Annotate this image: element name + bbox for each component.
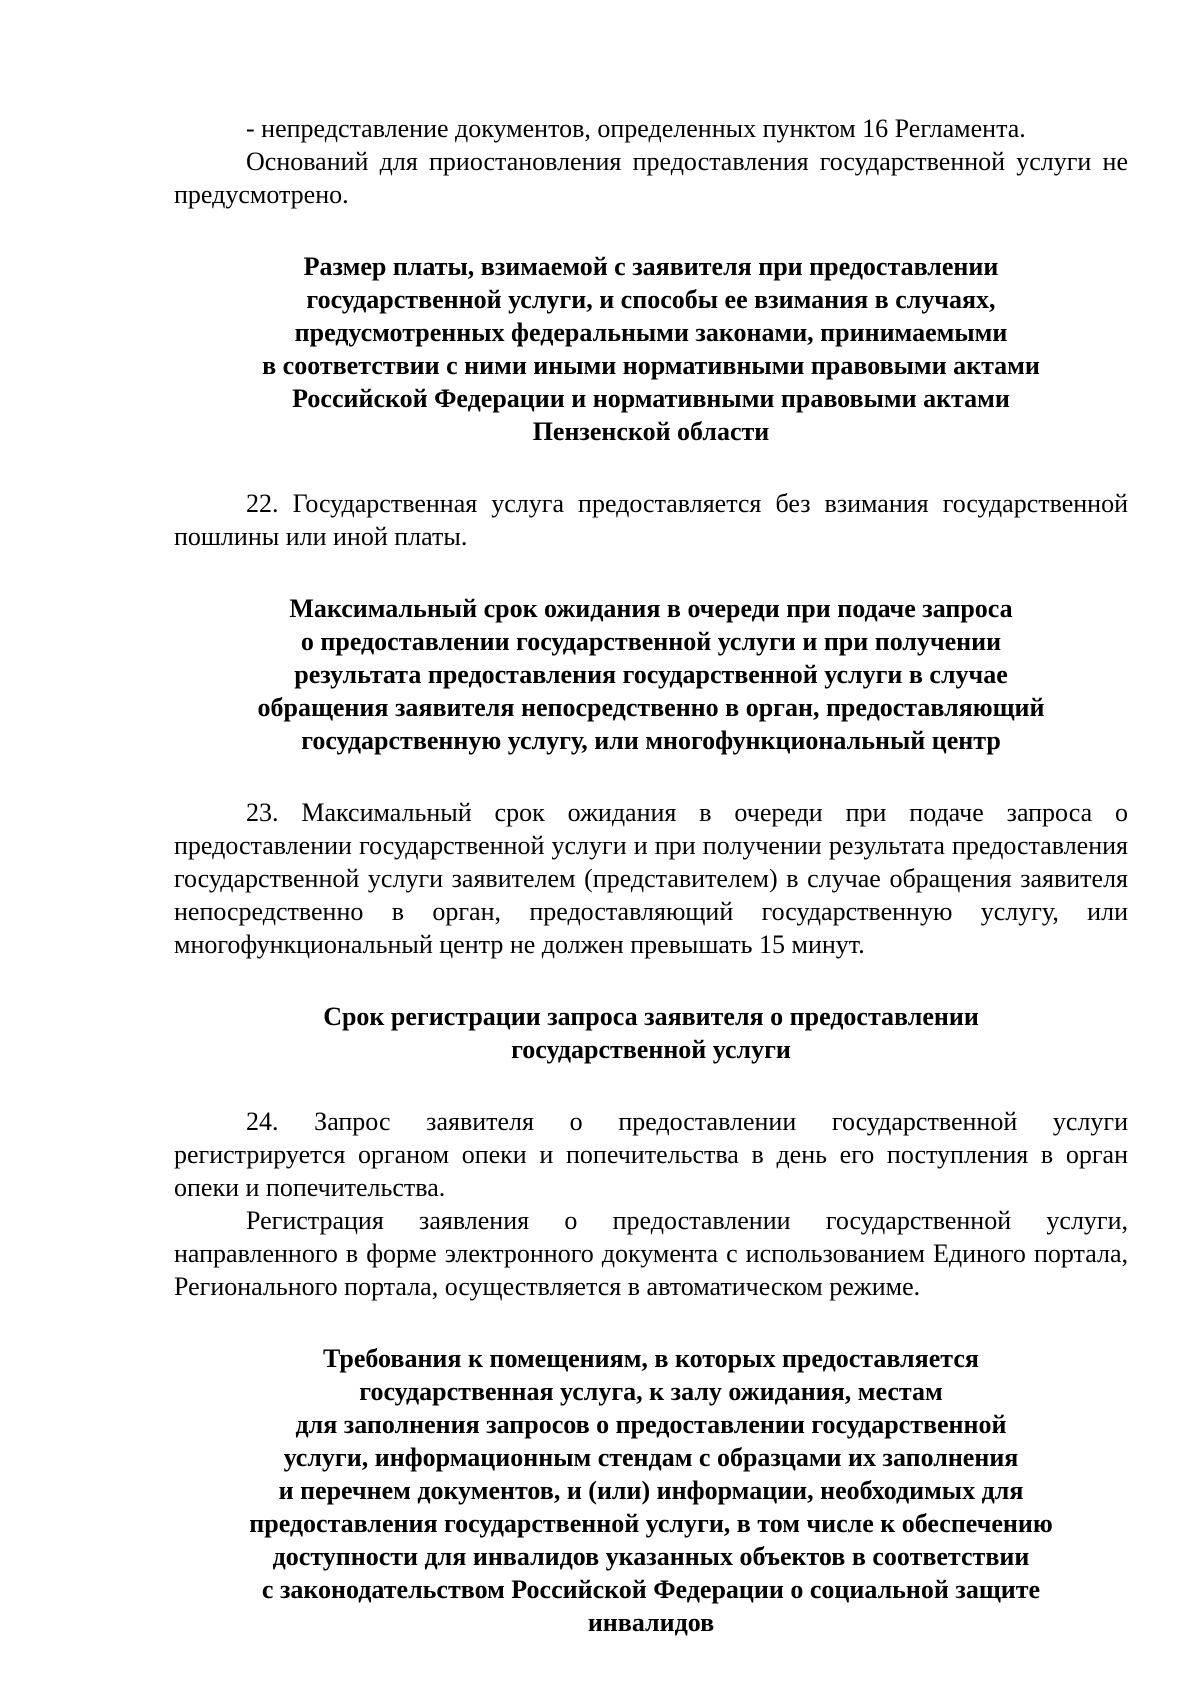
heading-line: государственной услуги, и способы ее взимания в случаях, (306, 285, 996, 314)
heading-line: Пензенской области (532, 417, 770, 446)
section-heading-fee (174, 250, 1128, 448)
heading-line: о предоставлении государственной услуги и при получении (300, 627, 1002, 656)
section-heading-waiting-time (174, 592, 1128, 757)
heading-line: Срок регистрации запроса заявителя о предоставлении (323, 1002, 979, 1031)
heading-line: Требования к помещениям, в которых предоставляется (323, 1344, 979, 1373)
heading-line: предоставления государственной услуги, в том числе к обеспечению (249, 1509, 1053, 1538)
paragraph-document-list-item: - непредставление документов, определенных пунктом 16 Регламента. (246, 114, 1026, 143)
document-body (174, 112, 1128, 1639)
paragraph-24-registration: Регистрация заявления о предоставлении государственной услуги, направленного в форме электронного документа с использованием Единого портала, Регионального портала, осуществляется в автоматическом режиме. (174, 1206, 1128, 1301)
paragraph-24: 24. Запрос заявителя о предоставлении государственной услуги регистрируется органом опеки и попечительства в день его поступления в орган опеки и попечительства. (174, 1107, 1128, 1202)
heading-line: Размер платы, взимаемой с заявителя при предоставлении (303, 252, 999, 281)
heading-line: государственной услуги (511, 1035, 791, 1064)
heading-line: и перечнем документов, и (или) информации, необходимых для (278, 1476, 1024, 1505)
heading-line: государственная услуга, к залу ожидания, местам (359, 1377, 943, 1406)
heading-line: обращения заявителя непосредственно в орган, предоставляющий (257, 693, 1045, 722)
heading-line: результата предоставления государственной услуги в случае (294, 660, 1008, 689)
heading-line: для заполнения запросов о предоставлении государственной (295, 1410, 1007, 1439)
heading-line: с законодательством Российской Федерации о социальной защите (261, 1575, 1041, 1604)
section-heading-registration-term (174, 1000, 1128, 1066)
heading-line: услуги, информационным стендам с образцами их заполнения (283, 1443, 1019, 1472)
heading-line: в соответствии с ними иными нормативными правовыми актами (262, 351, 1040, 380)
heading-line: Максимальный срок ожидания в очереди при подаче запроса (289, 594, 1013, 623)
section-heading-premises-requirements (174, 1342, 1128, 1639)
heading-line: доступности для инвалидов указанных объектов в соответствии (272, 1542, 1030, 1571)
heading-line: инвалидов (587, 1608, 715, 1637)
paragraph-22: 22. Государственная услуга предоставляется без взимания государственной пошлины или иной платы. (174, 489, 1128, 551)
paragraph-23: 23. Максимальный срок ожидания в очереди при подаче запроса о предоставлении государственной услуги и при получении результата предоставления государственной услуги заявителем (представителем) в случае обращения заявителя непосредственно в орган, предоставляющий государственную услугу, или многофункциональный центр не должен превышать 15 минут. (174, 798, 1128, 959)
paragraph-no-suspension-grounds: Оснований для приостановления предоставления государственной услуги не предусмотрено. (174, 147, 1128, 209)
heading-line: предусмотренных федеральными законами, принимаемыми (294, 318, 1008, 347)
heading-line: Российской Федерации и нормативными правовыми актами (292, 384, 1010, 413)
heading-line: государственную услугу, или многофункциональный центр (301, 726, 1001, 755)
